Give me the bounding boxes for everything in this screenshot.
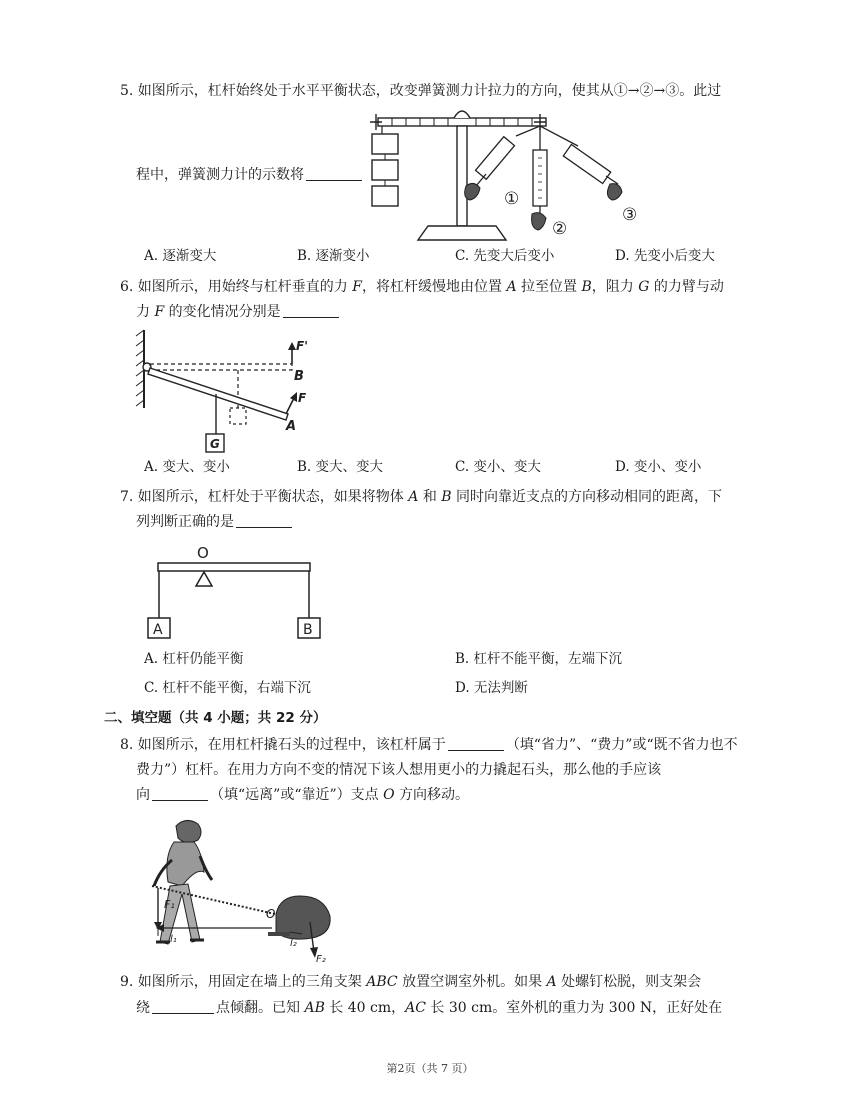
q6-var-f: F (352, 279, 362, 295)
q9-text-6: 长 40 cm， (324, 1000, 406, 1016)
q9-answer-blank[interactable] (152, 999, 214, 1014)
q7-label-o: O (197, 544, 209, 562)
q5-answer-blank[interactable] (306, 166, 362, 181)
q8-label-f1: F₁ (164, 898, 175, 911)
q8-answer-blank-1[interactable] (448, 736, 504, 751)
q6-option-b[interactable]: B. 变大、变大 (297, 459, 384, 475)
q7-text-3: 同时向靠近支点的方向移动相同的距离，下 (451, 489, 723, 505)
q5-line2 (136, 165, 364, 185)
q8-line2: 费力”）杠杆。在用力方向不变的情况下该人想用更小的力撬起石头，那么他的手应该 (136, 762, 662, 778)
q6-text-3: 拉至位置 (516, 279, 582, 295)
q6-label-g: G (210, 437, 220, 451)
q7-text-4: 列判断正确的是 (136, 514, 234, 530)
q7-label-a: A (153, 622, 163, 638)
q6-option-d[interactable]: D. 变小、变小 (615, 459, 702, 475)
q6-text-5: 的力臂与动 (649, 279, 724, 295)
q7-text-2: 和 (418, 489, 442, 505)
q9-text-3: 处螺钉松脱，则支架会 (556, 974, 702, 990)
q9-var-ac: AC (405, 1000, 426, 1016)
q6-text-7: 的变化情况分别是 (164, 304, 281, 320)
q9-text-1: 9. 如图所示，用固定在墙上的三角支架 (120, 974, 367, 990)
q7-label-b: B (303, 622, 313, 638)
q9-text-5: 点倾翻。已知 (216, 1000, 305, 1016)
q5-line2-text: 程中，弹簧测力计的示数将 (136, 167, 304, 183)
q9-text-7: 长 30 cm。室外机的重力为 300 N，正好处在 (425, 1000, 723, 1016)
q7-var-a: A (408, 489, 419, 505)
q5-option-a[interactable]: A. 逐渐变大 (144, 248, 217, 264)
q6-line1 (120, 277, 724, 297)
q9-var-ab: AB (304, 1000, 325, 1016)
q9-var-abc: ABC (366, 974, 398, 990)
q8-label-o: O (266, 907, 276, 921)
q9-line2 (136, 998, 722, 1018)
q6-var-f2: F (154, 304, 165, 320)
q6-line2 (136, 302, 341, 322)
q7-option-a[interactable]: A. 杠杆仍能平衡 (144, 651, 244, 667)
q6-var-g: G (638, 279, 650, 295)
q8-label-l2: l₂ (290, 938, 297, 949)
q6-label-b: B (294, 369, 304, 384)
q5-label-1: ③ (622, 205, 638, 225)
q6-option-c[interactable]: C. 变小、变大 (455, 459, 541, 475)
q6-var-b: B (581, 279, 592, 295)
q5-label-2: ② (552, 219, 568, 239)
q9-line1 (120, 972, 701, 992)
q6-label-f: F (298, 391, 307, 405)
q6-var-a: A (506, 279, 517, 295)
q8-text-5: 方向移动。 (394, 787, 470, 803)
q8-line3 (136, 785, 469, 805)
q8-text-1: 8. 如图所示，在用杠杆撬石头的过程中，该杠杆属于 (120, 737, 446, 753)
q5-line1: 5. 如图所示，杠杆始终处于水平平衡状态，改变弹簧测力计拉力的方向，使其从①→②→③。此过 (120, 83, 722, 99)
section-2-heading: 二、填空题（共 4 小题；共 22 分） (104, 710, 327, 726)
q7-line1 (120, 487, 722, 507)
q6-option-a[interactable]: A. 变大、变小 (144, 459, 230, 475)
q8-figure (130, 812, 350, 962)
q7-line2 (136, 512, 294, 532)
q8-answer-blank-2[interactable] (152, 786, 208, 801)
q6-label-fprime: F' (296, 339, 308, 353)
q7-option-b[interactable]: B. 杠杆不能平衡，左端下沉 (455, 651, 623, 667)
q7-answer-blank[interactable] (236, 513, 292, 528)
q5-option-b[interactable]: B. 逐渐变小 (297, 248, 370, 264)
q5-option-d[interactable]: D. 先变小后变大 (615, 248, 715, 264)
q5-label-3: ① (504, 189, 520, 209)
page-footer: 第2页（共 7 页） (386, 1062, 474, 1075)
q6-figure (126, 328, 326, 458)
q7-option-c[interactable]: C. 杠杆不能平衡，右端下沉 (144, 680, 311, 696)
q7-var-b: B (441, 489, 452, 505)
q6-text-6: 力 (136, 304, 155, 320)
q7-option-d[interactable]: D. 无法判断 (455, 680, 528, 696)
q6-label-a: A (286, 419, 297, 434)
q6-text-1: 6. 如图所示，用始终与杠杆垂直的力 (120, 279, 353, 295)
q5-option-c[interactable]: C. 先变大后变小 (455, 248, 555, 264)
q9-text-4: 绕 (136, 1000, 150, 1016)
q8-text-3: 向 (136, 787, 150, 803)
q9-text-2: 放置空调室外机。如果 (397, 974, 547, 990)
q8-text-2: （填“省力”、“费力”或“既不省力也不 (505, 737, 738, 753)
q6-text-4: ，阻力 (591, 279, 639, 295)
q6-text-2: ，将杠杆缓慢地由位置 (361, 279, 507, 295)
q9-var-a: A (546, 974, 557, 990)
q5-figure (368, 100, 660, 245)
q8-var-o: O (383, 787, 395, 803)
q8-label-l1: l₁ (170, 934, 177, 945)
q8-label-f2: F₂ (316, 954, 326, 962)
q6-answer-blank[interactable] (283, 303, 339, 318)
q7-text-1: 7. 如图所示，杠杆处于平衡状态，如果将物体 (120, 489, 409, 505)
q7-figure (144, 540, 324, 644)
q8-line1 (120, 735, 738, 755)
q8-text-4: （填“远离”或“靠近”）支点 (210, 787, 384, 803)
